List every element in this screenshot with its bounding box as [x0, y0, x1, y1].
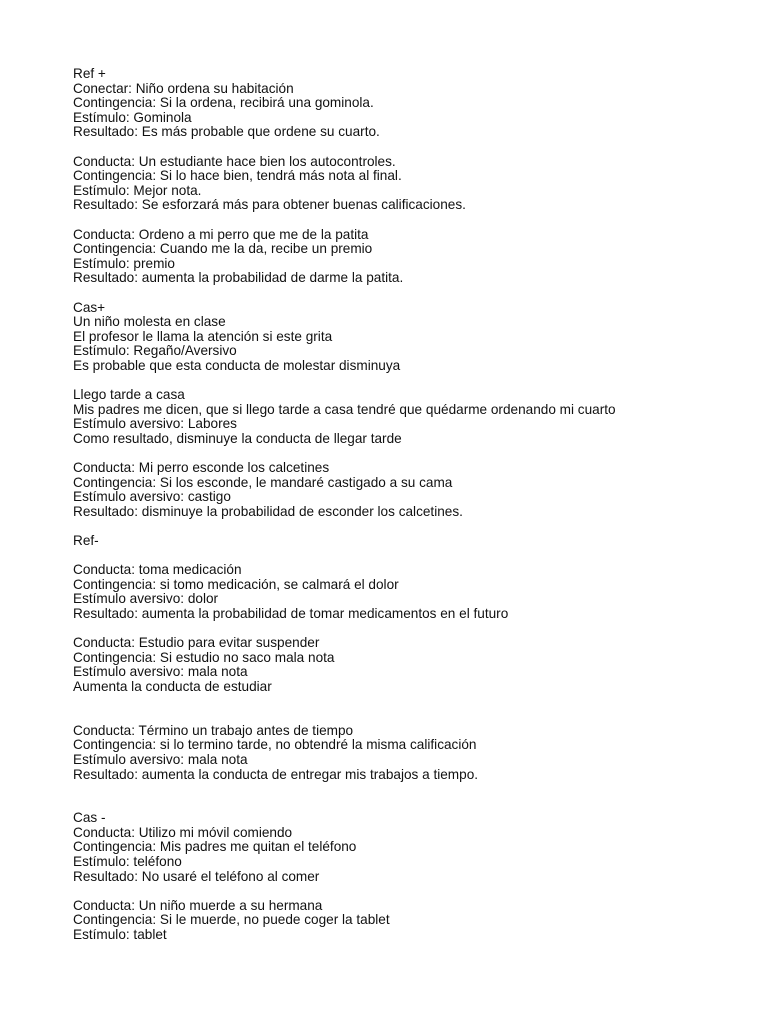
- text-block: [73, 534, 753, 549]
- text-line: Como resultado, disminuye la conducta de llegar tarde: [73, 430, 402, 446]
- paragraph-gap: [73, 286, 753, 301]
- paragraph-gap: [73, 884, 753, 899]
- text-line: Contingencia: Si le muerde, no puede coger la tablet: [73, 912, 390, 928]
- text-line: Estímulo: Regaño/Aversivo: [73, 343, 237, 359]
- text-block: [73, 67, 753, 140]
- paragraph-gap: [73, 782, 753, 811]
- text-line: Resultado: aumenta la probabilidad de darme la patita.: [73, 270, 404, 286]
- paragraph-gap: [73, 373, 753, 388]
- text-block: [73, 155, 753, 213]
- text-line: Resultado: disminuye la probabilidad de esconder los calcetines.: [73, 503, 463, 519]
- text-line: Ref-: [73, 533, 99, 548]
- text-line: Contingencia: Si la ordena, recibirá una gominola.: [73, 95, 374, 111]
- text-line: Resultado: aumenta la probabilidad de tomar medicamentos en el futuro: [73, 605, 509, 621]
- text-line: Cas+: [73, 299, 106, 315]
- text-line: Conectar: Niño ordena su habitación: [73, 80, 294, 96]
- text-line: Un niño molesta en clase: [73, 314, 226, 330]
- text-line: Conducta: Mi perro esconde los calcetines: [73, 460, 330, 476]
- text-line: Resultado: No usaré el teléfono al comer: [73, 868, 320, 884]
- paragraph-gap: [73, 695, 753, 724]
- text-line: Conducta: Un estudiante hace bien los autocontroles.: [73, 153, 396, 169]
- text-line: Es probable que esta conducta de molestar disminuya: [73, 357, 401, 373]
- paragraph-gap: [73, 622, 753, 637]
- text-line: Contingencia: si tomo medicación, se calmará el dolor: [73, 576, 399, 592]
- document-page: [73, 67, 753, 943]
- text-block: [73, 636, 753, 694]
- text-line: Estímulo: premio: [73, 255, 175, 271]
- text-line: Resultado: aumenta la conducta de entregar mis trabajos a tiempo.: [73, 766, 479, 782]
- text-line: Estímulo: Gominola: [73, 109, 192, 125]
- paragraph-gap: [73, 140, 753, 155]
- text-line: Contingencia: Si estudio no saco mala nota: [73, 649, 335, 665]
- text-line: Llego tarde a casa: [73, 387, 185, 403]
- text-line: Conducta: Término un trabajo antes de tiempo: [73, 722, 354, 738]
- text-block: [73, 461, 753, 519]
- text-block: [73, 811, 753, 884]
- paragraph-gap: [73, 213, 753, 228]
- text-line: Contingencia: Si los esconde, le mandaré castigado a su cama: [73, 474, 453, 490]
- paragraph-gap: [73, 446, 753, 461]
- text-line: Contingencia: Cuando me la da, recibe un premio: [73, 241, 373, 257]
- text-block: [73, 228, 753, 286]
- text-line: Estímulo aversivo: dolor: [73, 591, 219, 607]
- text-line: Estímulo aversivo: castigo: [73, 489, 231, 505]
- text-line: Mis padres me dicen, que si llego tarde a casa tendré que quédarme ordenando mi cuarto: [73, 401, 616, 417]
- text-line: Conducta: Un niño muerde a su hermana: [73, 897, 323, 913]
- text-line: Estímulo: Mejor nota.: [73, 182, 202, 198]
- text-line: Estímulo aversivo: mala nota: [73, 664, 248, 680]
- text-line: Conducta: toma medicación: [73, 562, 242, 578]
- text-line: Ref +: [73, 66, 106, 81]
- text-block: [73, 563, 753, 621]
- text-block: [73, 899, 753, 943]
- text-block: [73, 301, 753, 374]
- paragraph-gap: [73, 519, 753, 534]
- text-line: Conducta: Ordeno a mi perro que me de la patita: [73, 226, 369, 242]
- text-line: Contingencia: si lo termino tarde, no obtendré la misma calificación: [73, 737, 477, 753]
- text-line: Estímulo: teléfono: [73, 854, 182, 870]
- text-line: Conducta: Utilizo mi móvil comiendo: [73, 824, 293, 840]
- text-line: Estímulo aversivo: Labores: [73, 416, 237, 432]
- text-line: Estímulo aversivo: mala nota: [73, 751, 248, 767]
- text-line: Aumenta la conducta de estudiar: [73, 678, 272, 694]
- text-block: [73, 388, 753, 446]
- text-block: [73, 724, 753, 782]
- text-line: Contingencia: Si lo hace bien, tendrá más nota al final.: [73, 168, 402, 184]
- text-line: Resultado: Es más probable que ordene su cuarto.: [73, 124, 380, 140]
- text-line: Cas -: [73, 810, 106, 826]
- text-line: Conducta: Estudio para evitar suspender: [73, 635, 320, 651]
- text-line: Resultado: Se esforzará más para obtener buenas calificaciones.: [73, 197, 466, 213]
- paragraph-gap: [73, 549, 753, 564]
- text-line: El profesor le llama la atención si este grita: [73, 328, 333, 344]
- text-line: Estímulo: tablet: [73, 927, 167, 943]
- text-line: Contingencia: Mis padres me quitan el teléfono: [73, 839, 357, 855]
